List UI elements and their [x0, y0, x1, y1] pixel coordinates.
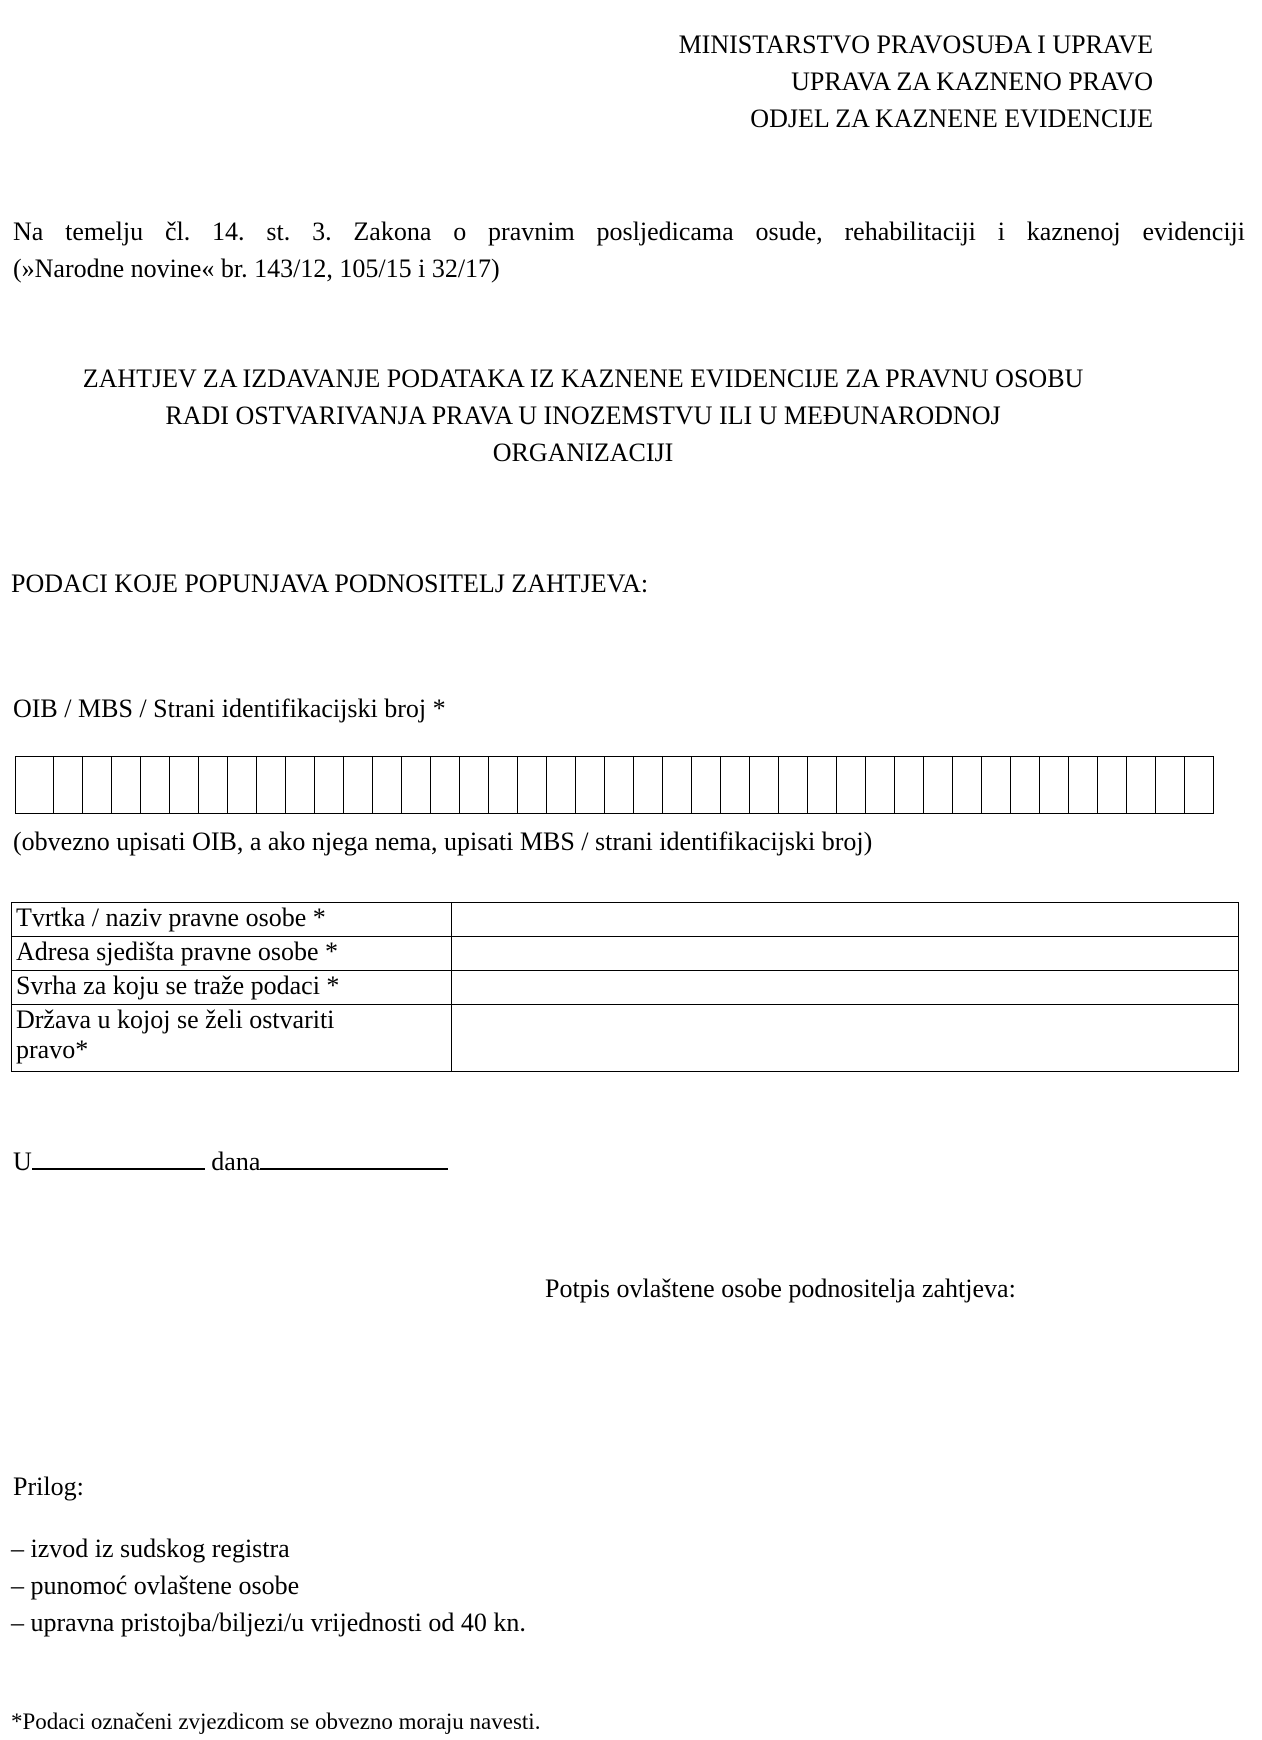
oib-char-box[interactable] — [112, 757, 141, 813]
legal-basis-paragraph — [13, 213, 1245, 287]
attachments-list — [11, 1530, 526, 1641]
oib-char-box[interactable] — [286, 757, 315, 813]
oib-char-box[interactable] — [924, 757, 953, 813]
list-item: – izvod iz sudskog registra — [11, 1534, 290, 1563]
oib-char-box[interactable] — [605, 757, 634, 813]
oib-char-box[interactable] — [808, 757, 837, 813]
directorate-name: UPRAVA ZA KAZNENO PRAVO — [791, 67, 1153, 96]
oib-char-box[interactable] — [83, 757, 112, 813]
place-date-line — [13, 1143, 448, 1180]
oib-char-box[interactable] — [1011, 757, 1040, 813]
oib-char-box[interactable] — [692, 757, 721, 813]
oib-char-box[interactable] — [1185, 757, 1214, 813]
department-name: ODJEL ZA KAZNENE EVIDENCIJE — [750, 104, 1153, 133]
table-row — [12, 1005, 1239, 1072]
oib-char-box[interactable] — [16, 757, 54, 813]
oib-char-box[interactable] — [402, 757, 431, 813]
oib-char-box[interactable] — [170, 757, 199, 813]
company-data-table — [11, 902, 1239, 1072]
oib-char-box[interactable] — [576, 757, 605, 813]
table-row — [12, 971, 1239, 1005]
attachments-heading: Prilog: — [13, 1472, 84, 1501]
list-item: – punomoć ovlaštene osobe — [11, 1571, 300, 1600]
footnote: *Podaci označeni zvjezdicom se obvezno moraju navesti. — [11, 1709, 541, 1734]
oib-char-box[interactable] — [866, 757, 895, 813]
purpose-label: Svrha za koju se traže podaci * — [12, 971, 452, 1005]
company-name-field[interactable] — [452, 903, 1239, 937]
oib-char-box[interactable] — [54, 757, 83, 813]
company-address-label: Adresa sjedišta pravne osobe * — [12, 937, 452, 971]
oib-char-box[interactable] — [1069, 757, 1098, 813]
oib-char-box[interactable] — [518, 757, 547, 813]
company-name-label: Tvrtka / naziv pravne osobe * — [12, 903, 452, 937]
oib-char-box[interactable] — [1156, 757, 1185, 813]
form-title-line-3: ORGANIZACIJI — [492, 438, 674, 467]
oib-char-box[interactable] — [373, 757, 402, 813]
country-label-line-1: Država u kojoj se želi ostvariti — [16, 1005, 335, 1034]
company-address-field[interactable] — [452, 937, 1239, 971]
table-row — [12, 903, 1239, 937]
date-blank[interactable] — [260, 1146, 448, 1170]
oib-char-box[interactable] — [953, 757, 982, 813]
oib-char-box[interactable] — [547, 757, 576, 813]
oib-char-box[interactable] — [460, 757, 489, 813]
oib-label: OIB / MBS / Strani identifikacijski broj * — [13, 694, 446, 723]
country-label — [12, 1005, 452, 1072]
oib-note: (obvezno upisati OIB, a ako njega nema, upisati MBS / strani identifikacijski broj) — [13, 827, 873, 856]
section-heading: PODACI KOJE POPUNJAVA PODNOSITELJ ZAHTJEVA: — [11, 569, 649, 598]
oib-char-box[interactable] — [344, 757, 373, 813]
form-title — [13, 360, 1153, 471]
oib-char-box[interactable] — [982, 757, 1011, 813]
oib-char-box[interactable] — [1098, 757, 1127, 813]
list-item: – upravna pristojba/biljezi/u vrijednosti od 40 kn. — [11, 1608, 526, 1637]
legal-basis-line-2: (»Narodne novine« br. 143/12, 105/15 i 32/17) — [13, 254, 500, 283]
oib-char-box[interactable] — [1127, 757, 1156, 813]
oib-char-box[interactable] — [199, 757, 228, 813]
place-blank[interactable] — [32, 1146, 205, 1170]
oib-char-box[interactable] — [141, 757, 170, 813]
form-title-line-2: RADI OSTVARIVANJA PRAVA U INOZEMSTVU ILI U MEĐUNARODNOJ — [165, 401, 1001, 430]
purpose-field[interactable] — [452, 971, 1239, 1005]
country-field[interactable] — [452, 1005, 1239, 1072]
oib-char-box[interactable] — [315, 757, 344, 813]
oib-char-box[interactable] — [721, 757, 750, 813]
table-row — [12, 937, 1239, 971]
country-label-line-2: pravo* — [16, 1035, 89, 1064]
oib-char-box[interactable] — [489, 757, 518, 813]
legal-basis-line-1: Na temelju čl. 14. st. 3. Zakona o pravnim posljedicama osude, rehabilitaciji i kaznenoj evidenciji — [13, 217, 1245, 246]
oib-char-box[interactable] — [750, 757, 779, 813]
oib-char-box[interactable] — [228, 757, 257, 813]
oib-char-box[interactable] — [257, 757, 286, 813]
oib-char-box[interactable] — [634, 757, 663, 813]
ministry-header — [679, 26, 1153, 137]
signature-label: Potpis ovlaštene osobe podnositelja zahtjeva: — [545, 1274, 1016, 1303]
oib-char-box[interactable] — [837, 757, 866, 813]
oib-input-boxes[interactable] — [15, 756, 1214, 814]
form-title-line-1: ZAHTJEV ZA IZDAVANJE PODATAKA IZ KAZNENE EVIDENCIJE ZA PRAVNU OSOBU — [82, 364, 1084, 393]
ministry-name: MINISTARSTVO PRAVOSUĐA I UPRAVE — [678, 30, 1153, 59]
date-label: dana — [211, 1147, 261, 1176]
oib-char-box[interactable] — [895, 757, 924, 813]
oib-char-box[interactable] — [663, 757, 692, 813]
place-label: U — [13, 1147, 32, 1176]
oib-char-box[interactable] — [779, 757, 808, 813]
oib-char-box[interactable] — [1040, 757, 1069, 813]
oib-char-box[interactable] — [431, 757, 460, 813]
